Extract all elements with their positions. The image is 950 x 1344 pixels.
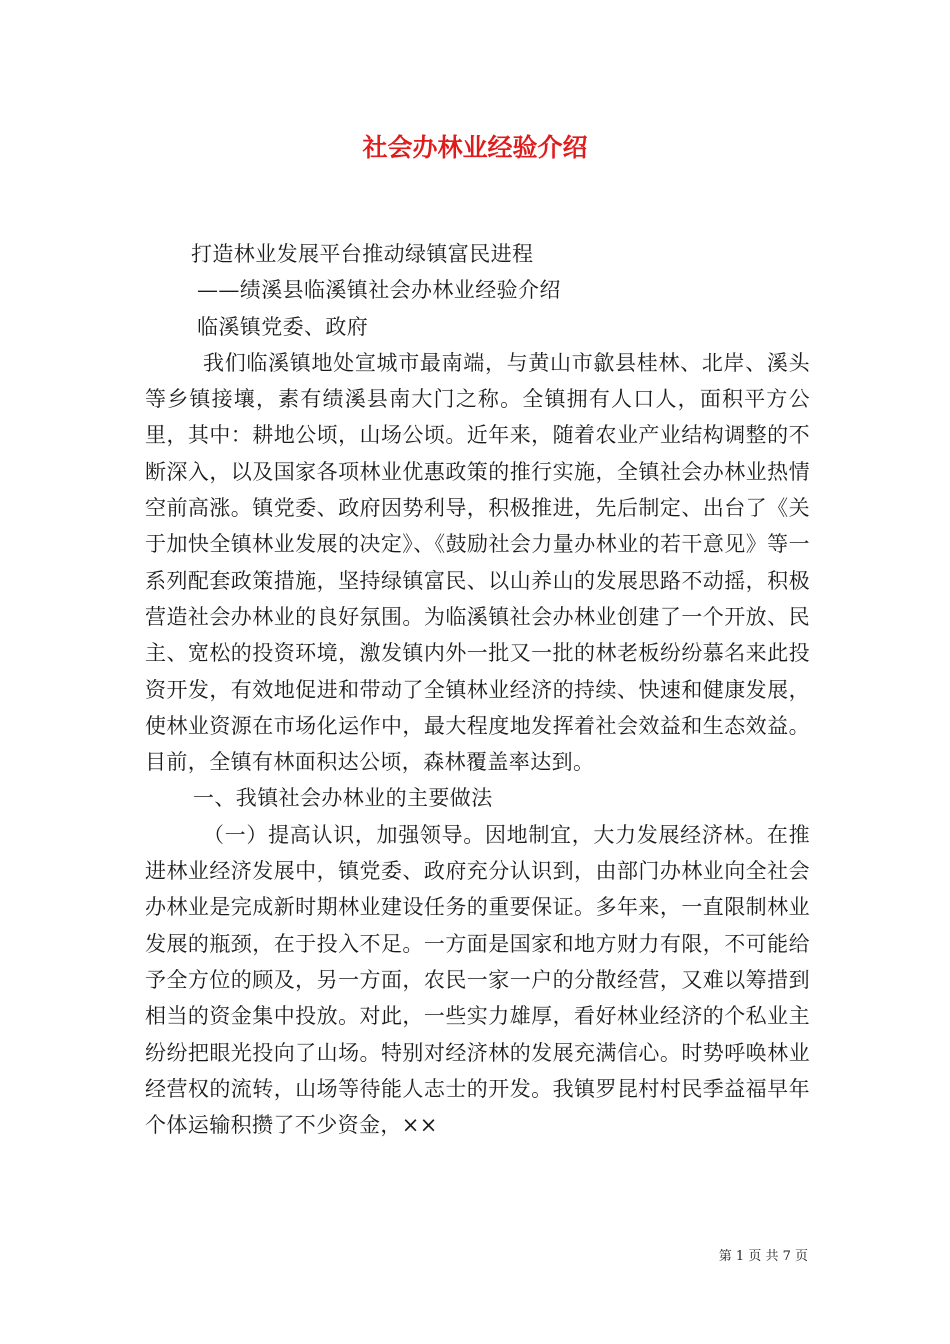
- section-heading: 一、我镇社会办林业的主要做法: [193, 786, 493, 811]
- body-paragraph: （一）提高认识，加强领导。因地制宜，大力发展经济林。在推进林业经济发展中，镇党委、政府充分认识到，由部门办林业向全社会办林业是完成新时期林业建设任务的重要保证。多年来，一直限制林业发展的瓶颈，在于投入不足。一方面是国家和地方财力有限，不可能给予全方位的顾及，另一方面，农民一家一户的分散经营，又难以筹措到相当的资金集中投放。对此，一些实力雄厚，看好林业经济的个私业主纷纷把眼光投向了山场。特别对经济林的发展充满信心。时势呼唤林业经营权的流转，山场等待能人志士的开发。我镇罗昆村村民季益福早年个体运输积攒了不少资金，××: [145, 822, 810, 1138]
- body-paragraph: 我们临溪镇地处宣城市最南端，与黄山市歙县桂林、北岸、溪头等乡镇接壤，素有绩溪县南大门之称。全镇拥有人口人，面积平方公里，其中：耕地公顷，山场公顷。近年来，随着农业产业结构调整的不断深入，以及国家各项林业优惠政策的推行实施，全镇社会办林业热情空前高涨。镇党委、政府因势利导，积极推进，先后制定、出台了《关于加快全镇林业发展的决定》、《鼓励社会力量办林业的若干意见》等一系列配套政策措施，坚持绿镇富民、以山养山的发展思路不动摇，积极营造社会办林业的良好氛围。为临溪镇社会办林业创建了一个开放、民主、宽松的投资环境，激发镇内外一批又一批的林老板纷纷慕名来此投资开发，有效地促进和带动了全镇林业经济的持续、快速和健康发展，使林业资源在市场化运作中，最大程度地发挥着社会效益和生态效益。目前，全镇有林面积达公顷，森林覆盖率达到。: [145, 350, 810, 775]
- page-title: 社会办林业经验介绍: [362, 133, 588, 162]
- page-number: 第 1 页 共 7 页: [718, 1249, 808, 1264]
- document-body: [145, 236, 810, 1143]
- article-subheading: ——绩溪县临溪镇社会办林业经验介绍: [197, 278, 561, 303]
- article-author: 临溪镇党委、政府: [197, 314, 369, 339]
- article-heading: 打造林业发展平台推动绿镇富民进程: [191, 242, 534, 266]
